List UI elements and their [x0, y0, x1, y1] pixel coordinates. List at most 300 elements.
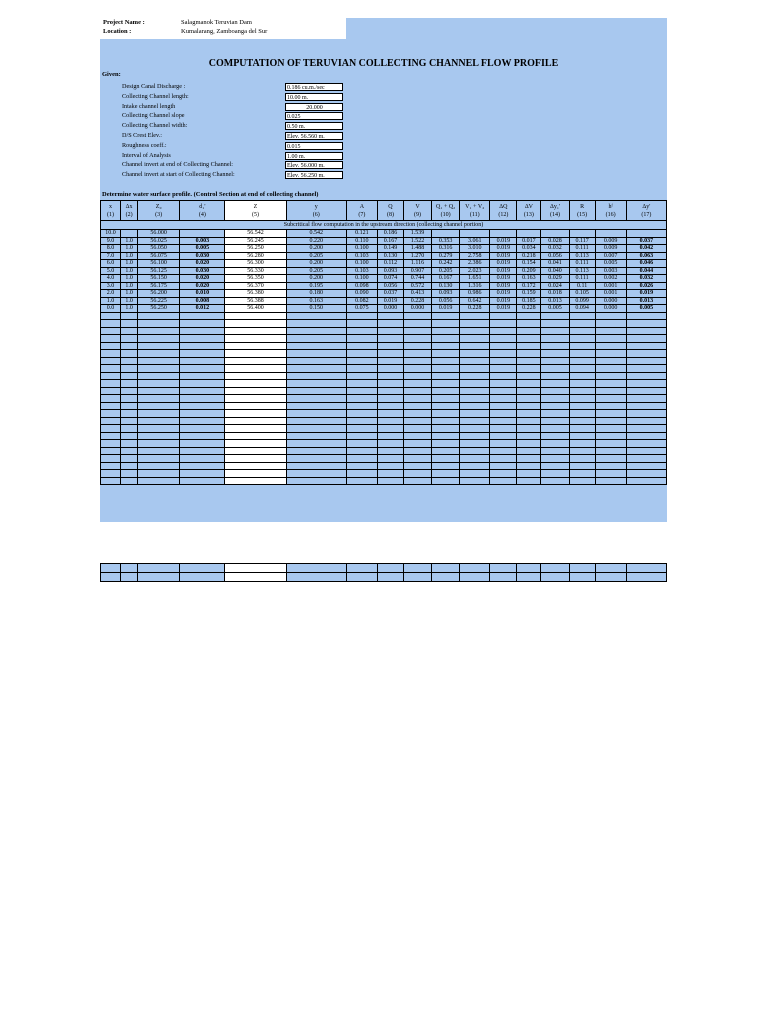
given-label: Given:: [102, 71, 121, 78]
empty-cell: [180, 350, 225, 358]
empty-cell: [569, 357, 595, 365]
table-cell: 56.025: [138, 237, 180, 245]
empty-cell: [460, 335, 490, 343]
table-cell: 0.218: [517, 252, 541, 260]
table-cell: 0.200: [286, 245, 346, 253]
empty-cell: [286, 335, 346, 343]
empty-cell: [377, 365, 403, 373]
table-cell: 0.028: [541, 237, 569, 245]
column-number: (10): [440, 211, 451, 218]
summary-cell: [346, 564, 377, 573]
summary-cell: [595, 573, 626, 582]
table-cell: 0.007: [595, 252, 626, 260]
location-label: Location :: [103, 28, 132, 35]
empty-cell: [121, 372, 138, 380]
empty-cell: [541, 432, 569, 440]
empty-cell: [517, 365, 541, 373]
summary-row: [101, 564, 667, 573]
empty-cell: [377, 402, 403, 410]
table-cell: 3.0: [101, 282, 121, 290]
table-cell: 0.150: [286, 305, 346, 313]
empty-cell: [569, 410, 595, 418]
empty-cell: [595, 477, 626, 485]
table-cell: 3.061: [460, 237, 490, 245]
empty-cell: [180, 327, 225, 335]
table-row: [101, 282, 667, 290]
table-cell: 0.012: [180, 305, 225, 313]
empty-cell: [432, 455, 460, 463]
table-cell: 1.651: [460, 275, 490, 283]
table-cell: 0.046: [626, 260, 666, 268]
empty-cell: [346, 320, 377, 328]
empty-cell: [404, 372, 432, 380]
table-cell: 56.200: [138, 290, 180, 298]
empty-cell: [432, 395, 460, 403]
empty-cell: [626, 350, 666, 358]
table-cell: 5.0: [101, 267, 121, 275]
summary-cell: [180, 573, 225, 582]
table-cell: 1.522: [404, 237, 432, 245]
table-cell: 1.539: [404, 230, 432, 238]
summary-cell: [101, 573, 121, 582]
table-cell: 0.279: [432, 252, 460, 260]
empty-row: [101, 357, 667, 365]
empty-cell: [121, 470, 138, 478]
table-cell: 0.041: [541, 260, 569, 268]
empty-cell: [460, 380, 490, 388]
empty-cell: [595, 372, 626, 380]
table-cell: 0.228: [517, 305, 541, 313]
empty-cell: [541, 410, 569, 418]
empty-cell: [138, 320, 180, 328]
given-value-cell: 0.50 m.: [285, 122, 343, 130]
empty-cell: [404, 320, 432, 328]
empty-cell: [541, 447, 569, 455]
empty-cell: [490, 417, 517, 425]
given-value-cell: 0.015: [285, 142, 343, 150]
empty-cell: [101, 447, 121, 455]
table-cell: 0.056: [377, 282, 403, 290]
table-cell: 0.103: [346, 267, 377, 275]
empty-row: [101, 395, 667, 403]
table-cell: 56.050: [138, 245, 180, 253]
empty-cell: [225, 380, 286, 388]
column-number: (1): [107, 211, 115, 218]
summary-cell: [101, 564, 121, 573]
empty-cell: [626, 417, 666, 425]
empty-cell: [517, 387, 541, 395]
empty-cell: [490, 410, 517, 418]
given-label-text: Channel invert at end of Collecting Channel:: [122, 161, 234, 169]
empty-cell: [569, 372, 595, 380]
empty-cell: [404, 470, 432, 478]
empty-cell: [377, 342, 403, 350]
empty-cell: [569, 425, 595, 433]
table-row: [101, 305, 667, 313]
summary-cell: [377, 573, 403, 582]
empty-cell: [286, 447, 346, 455]
empty-cell: [432, 410, 460, 418]
empty-cell: [180, 477, 225, 485]
column-number: (8): [386, 211, 394, 218]
empty-cell: [595, 470, 626, 478]
empty-cell: [595, 365, 626, 373]
table-cell: 1.0: [121, 290, 138, 298]
empty-cell: [626, 312, 666, 320]
empty-cell: [460, 402, 490, 410]
location-value: Kumalarang, Zamboanga del Sur: [181, 28, 268, 35]
table-cell: 0.209: [517, 267, 541, 275]
empty-cell: [377, 455, 403, 463]
table-cell: 56.542: [225, 230, 286, 238]
empty-row: [101, 455, 667, 463]
column-symbol: x: [109, 203, 113, 210]
empty-cell: [346, 410, 377, 418]
empty-cell: [121, 395, 138, 403]
table-cell: 1.116: [404, 260, 432, 268]
empty-cell: [121, 387, 138, 395]
column-number: (13): [523, 211, 534, 218]
table-cell: [626, 230, 666, 238]
empty-cell: [460, 455, 490, 463]
empty-cell: [404, 447, 432, 455]
empty-cell: [138, 462, 180, 470]
table-cell: 0.228: [404, 297, 432, 305]
table-cell: 0.353: [432, 237, 460, 245]
table-cell: 0.572: [404, 282, 432, 290]
empty-cell: [460, 320, 490, 328]
empty-cell: [460, 395, 490, 403]
table-cell: 0.005: [541, 305, 569, 313]
empty-cell: [225, 387, 286, 395]
empty-cell: [121, 410, 138, 418]
given-label-text: Collecting Channel slope: [122, 112, 185, 120]
column-symbol: ΔQ: [499, 203, 508, 210]
column-number: (17): [641, 211, 652, 218]
table-cell: 0.018: [541, 290, 569, 298]
empty-cell: [225, 455, 286, 463]
given-value-cell: Elev. 56.560 m.: [285, 132, 343, 140]
table-cell: 1.0: [121, 237, 138, 245]
empty-cell: [121, 477, 138, 485]
empty-cell: [286, 387, 346, 395]
table-cell: 0.030: [180, 252, 225, 260]
empty-row: [101, 425, 667, 433]
empty-cell: [404, 380, 432, 388]
empty-cell: [225, 312, 286, 320]
empty-cell: [460, 342, 490, 350]
empty-row: [101, 312, 667, 320]
empty-cell: [460, 410, 490, 418]
project-name-row: [103, 19, 252, 27]
empty-cell: [404, 440, 432, 448]
column-header: [377, 201, 403, 221]
given-value-cell: 10.00 m.: [285, 93, 343, 101]
empty-cell: [346, 402, 377, 410]
given-label-text: Interval of Analysis: [122, 151, 171, 159]
table-cell: 2.023: [460, 267, 490, 275]
given-label-text: D/S Crest Elev.:: [122, 131, 162, 139]
empty-cell: [490, 380, 517, 388]
empty-cell: [225, 335, 286, 343]
column-symbol: Q: [388, 203, 393, 210]
empty-cell: [225, 320, 286, 328]
empty-cell: [346, 395, 377, 403]
empty-cell: [595, 342, 626, 350]
empty-cell: [286, 365, 346, 373]
empty-cell: [225, 402, 286, 410]
given-label-text: Roughness coeff.:: [122, 141, 167, 149]
empty-cell: [626, 477, 666, 485]
project-name-label: Project Name :: [103, 19, 145, 26]
table-cell: 0.017: [517, 237, 541, 245]
empty-cell: [377, 395, 403, 403]
empty-cell: [377, 387, 403, 395]
empty-cell: [490, 357, 517, 365]
empty-cell: [517, 335, 541, 343]
empty-cell: [346, 417, 377, 425]
empty-cell: [121, 350, 138, 358]
table-cell: 56.150: [138, 275, 180, 283]
empty-cell: [138, 440, 180, 448]
table-cell: 0.019: [490, 297, 517, 305]
empty-cell: [180, 425, 225, 433]
table-cell: 56.175: [138, 282, 180, 290]
empty-cell: [541, 365, 569, 373]
table-cell: 0.019: [377, 297, 403, 305]
empty-cell: [460, 365, 490, 373]
empty-cell: [180, 447, 225, 455]
determine-heading: Determine water surface profile. (Control Section at end of collecting channel): [102, 191, 319, 198]
empty-cell: [490, 312, 517, 320]
empty-cell: [626, 335, 666, 343]
empty-cell: [286, 395, 346, 403]
table-cell: 0.009: [595, 237, 626, 245]
table-cell: 0.163: [517, 275, 541, 283]
table-cell: 0.030: [180, 267, 225, 275]
empty-cell: [286, 477, 346, 485]
empty-cell: [541, 320, 569, 328]
empty-cell: [180, 410, 225, 418]
summary-cell: [286, 573, 346, 582]
empty-cell: [225, 365, 286, 373]
table-cell: 0.037: [626, 237, 666, 245]
empty-cell: [517, 440, 541, 448]
empty-cell: [460, 477, 490, 485]
column-symbol: hᶠ: [608, 203, 613, 210]
empty-cell: [569, 387, 595, 395]
table-cell: [180, 230, 225, 238]
empty-cell: [432, 417, 460, 425]
empty-cell: [101, 470, 121, 478]
empty-cell: [101, 380, 121, 388]
table-cell: 0.154: [517, 260, 541, 268]
column-symbol: V: [415, 203, 420, 210]
table-cell: 0.003: [180, 237, 225, 245]
given-value-cell: 0.186 cu.m./sec: [285, 83, 343, 91]
summary-row: [101, 573, 667, 582]
empty-cell: [180, 372, 225, 380]
table-cell: 0.105: [569, 290, 595, 298]
empty-cell: [101, 432, 121, 440]
table-cell: 56.125: [138, 267, 180, 275]
table-cell: 4.0: [101, 275, 121, 283]
empty-cell: [517, 417, 541, 425]
empty-cell: [490, 372, 517, 380]
empty-cell: [101, 312, 121, 320]
table-cell: 0.220: [286, 237, 346, 245]
empty-cell: [346, 335, 377, 343]
empty-cell: [460, 447, 490, 455]
empty-cell: [101, 455, 121, 463]
table-cell: 0.074: [377, 275, 403, 283]
table-cell: 0.019: [490, 267, 517, 275]
empty-cell: [346, 380, 377, 388]
table-cell: 0.111: [569, 245, 595, 253]
empty-cell: [595, 327, 626, 335]
empty-cell: [101, 477, 121, 485]
table-cell: 56.388: [225, 297, 286, 305]
summary-cell: [460, 564, 490, 573]
column-symbol: Z₀: [155, 203, 162, 210]
table-cell: 56.100: [138, 260, 180, 268]
table-row: [101, 245, 667, 253]
empty-cell: [569, 402, 595, 410]
empty-cell: [517, 410, 541, 418]
table-cell: 0.001: [595, 282, 626, 290]
empty-cell: [460, 312, 490, 320]
empty-cell: [569, 432, 595, 440]
column-symbol: A: [359, 203, 365, 210]
empty-cell: [432, 320, 460, 328]
empty-cell: [138, 372, 180, 380]
table-row: [101, 237, 667, 245]
empty-cell: [432, 440, 460, 448]
summary-cell: [138, 564, 180, 573]
location-row: [103, 28, 267, 36]
column-symbol: V₁ + V₂: [465, 203, 485, 210]
table-cell: 0.040: [541, 267, 569, 275]
table-cell: 0.200: [286, 260, 346, 268]
empty-cell: [101, 440, 121, 448]
empty-cell: [490, 387, 517, 395]
empty-cell: [180, 320, 225, 328]
column-number: (4): [198, 211, 206, 218]
empty-cell: [432, 342, 460, 350]
table-cell: 0.130: [377, 252, 403, 260]
empty-cell: [517, 320, 541, 328]
empty-cell: [626, 327, 666, 335]
table-cell: 2.386: [460, 260, 490, 268]
table-cell: 1.0: [121, 282, 138, 290]
empty-cell: [541, 335, 569, 343]
empty-cell: [138, 402, 180, 410]
table-cell: 0.159: [517, 290, 541, 298]
table-cell: 0.093: [432, 290, 460, 298]
empty-cell: [101, 335, 121, 343]
empty-cell: [460, 462, 490, 470]
table-cell: 1.270: [404, 252, 432, 260]
column-header: [490, 201, 517, 221]
column-symbol: Δy₁': [549, 203, 561, 210]
table-cell: 1.0: [121, 260, 138, 268]
empty-cell: [377, 312, 403, 320]
summary-cell: [432, 573, 460, 582]
empty-cell: [569, 455, 595, 463]
table-cell: 0.172: [517, 282, 541, 290]
empty-cell: [377, 477, 403, 485]
table-cell: 56.245: [225, 237, 286, 245]
empty-cell: [121, 455, 138, 463]
column-header: [626, 201, 666, 221]
table-cell: 0.100: [346, 245, 377, 253]
empty-cell: [595, 312, 626, 320]
empty-cell: [404, 455, 432, 463]
empty-row: [101, 320, 667, 328]
empty-cell: [180, 455, 225, 463]
empty-cell: [377, 350, 403, 358]
empty-cell: [286, 462, 346, 470]
empty-row: [101, 380, 667, 388]
empty-cell: [377, 357, 403, 365]
empty-cell: [286, 402, 346, 410]
empty-cell: [121, 312, 138, 320]
table-cell: 2.0: [101, 290, 121, 298]
empty-cell: [101, 357, 121, 365]
empty-cell: [225, 357, 286, 365]
table-cell: 56.400: [225, 305, 286, 313]
table-cell: 0.103: [346, 252, 377, 260]
empty-cell: [225, 410, 286, 418]
empty-cell: [101, 417, 121, 425]
empty-cell: [138, 327, 180, 335]
empty-cell: [121, 462, 138, 470]
empty-cell: [377, 447, 403, 455]
table-cell: 0.167: [377, 237, 403, 245]
empty-cell: [517, 432, 541, 440]
empty-cell: [138, 470, 180, 478]
empty-cell: [346, 372, 377, 380]
column-header: [121, 201, 138, 221]
empty-cell: [180, 440, 225, 448]
empty-cell: [121, 357, 138, 365]
empty-cell: [595, 410, 626, 418]
column-symbol: Δx: [125, 203, 133, 210]
empty-cell: [569, 440, 595, 448]
empty-row: [101, 410, 667, 418]
column-header: [517, 201, 541, 221]
empty-cell: [286, 440, 346, 448]
empty-cell: [138, 365, 180, 373]
table-cell: 0.056: [541, 252, 569, 260]
empty-cell: [541, 455, 569, 463]
summary-cell: [595, 564, 626, 573]
table-cell: 0.111: [569, 275, 595, 283]
empty-cell: [490, 335, 517, 343]
empty-cell: [404, 402, 432, 410]
empty-cell: [490, 462, 517, 470]
empty-cell: [595, 462, 626, 470]
empty-cell: [626, 365, 666, 373]
empty-cell: [432, 447, 460, 455]
empty-cell: [346, 342, 377, 350]
summary-cell: [490, 573, 517, 582]
table-cell: 0.090: [346, 290, 377, 298]
column-header: [101, 201, 121, 221]
empty-cell: [101, 387, 121, 395]
empty-cell: [626, 380, 666, 388]
summary-cell: [377, 564, 403, 573]
